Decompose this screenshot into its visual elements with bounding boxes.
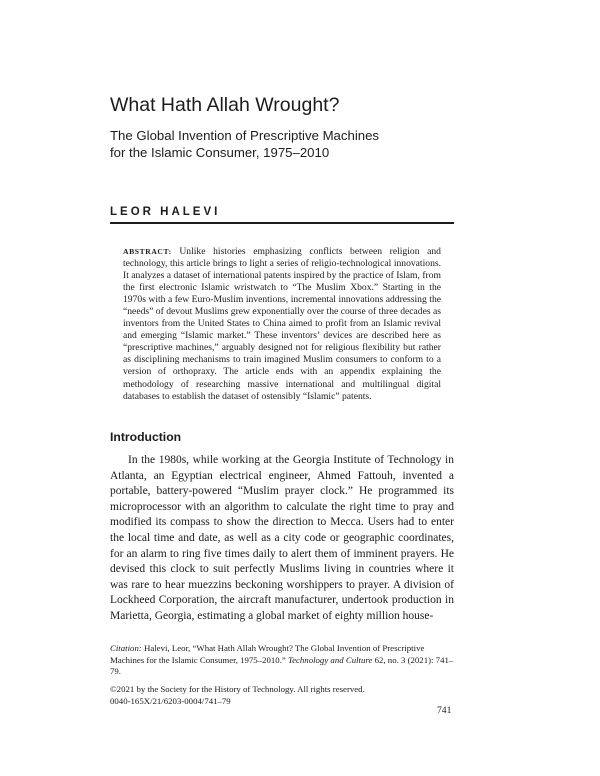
abstract-paragraph	[123, 246, 441, 403]
article-subtitle	[110, 127, 379, 161]
issn-line: 0040-165X/21/6203-0004/741–79	[110, 695, 231, 706]
copyright-line: ©2021 by the Society for the History of Technology. All rights reserved.	[110, 684, 365, 694]
subtitle-line-1: The Global Invention of Prescriptive Machines	[110, 128, 380, 143]
author-name: LEOR HALEVI	[110, 206, 221, 218]
section-heading-introduction: Introduction	[110, 430, 182, 444]
citation-journal: Technology and Culture	[288, 654, 373, 665]
article-title: What Hath Allah Wrought?	[110, 94, 340, 116]
abstract-text: Unlike histories emphasizing conflicts between religion and technology, this article brings to light a series of religio-technological innovations. It analyzes a dataset of international patents inspired by the practice of Islam, from the first electronic Islamic wristwatch to “The Muslim Xbox.” Starting in the 1970s with a few Euro-Muslim inventions, incremental innovations addressing the “needs” of devout Muslims grew exponentially over the course of three decades as inventors from the United States to China aimed to profit from an Islamic revival and emerging “Islamic market.” These inventors’ devices are described here as “prescriptive machines,” arguably designed not for religious flexibility but rather as disciplining mechanisms to train imagined Muslim consumers to conform to a version of orthopraxy. The article ends with an appendix explaining the methodology of researching massive international and multilingual digital databases to establish the dataset of ostensibly “Islamic” patents.	[123, 246, 441, 402]
introduction-paragraph: In the 1980s, while working at the Georgia Institute of Technology in Atlanta, an Egyptian electrical engineer, Ahmed Fattouh, invented a portable, battery-powered “Muslim prayer clock.” He programmed its microprocessor with an algorithm to calculate the right time to pray and modified its compass to show the direction to Mecca. Users had to enter the local time and date, as well as a city code or geographic coordinates, for an alarm to ring five times daily to alert them of imminent prayers. He devised this clock to suit perfectly Muslims living in countries where it was rare to hear muezzins beckoning worshippers to prayer. A division of Lockheed Corporation, the aircraft manufacturer, undertook production in Marietta, Georgia, estimating a global market of eighty million house-	[110, 454, 454, 622]
citation-block	[110, 643, 454, 678]
abstract-label: ABSTRACT:	[123, 247, 172, 256]
citation-volume: 62, no. 3 (2021): 741–79.	[110, 654, 454, 677]
citation-text: Halevi, Leor, “What Hath Allah Wrought? The Global Invention of Prescriptive Machines for the Islamic Consumer, 1975–2010.”	[110, 643, 425, 665]
author-rule	[110, 222, 454, 224]
copyright-block	[110, 684, 454, 707]
citation-label: Citation:	[110, 643, 142, 653]
page-number: 741	[437, 705, 452, 716]
subtitle-line-2: for the Islamic Consumer, 1975–2010	[110, 145, 330, 160]
